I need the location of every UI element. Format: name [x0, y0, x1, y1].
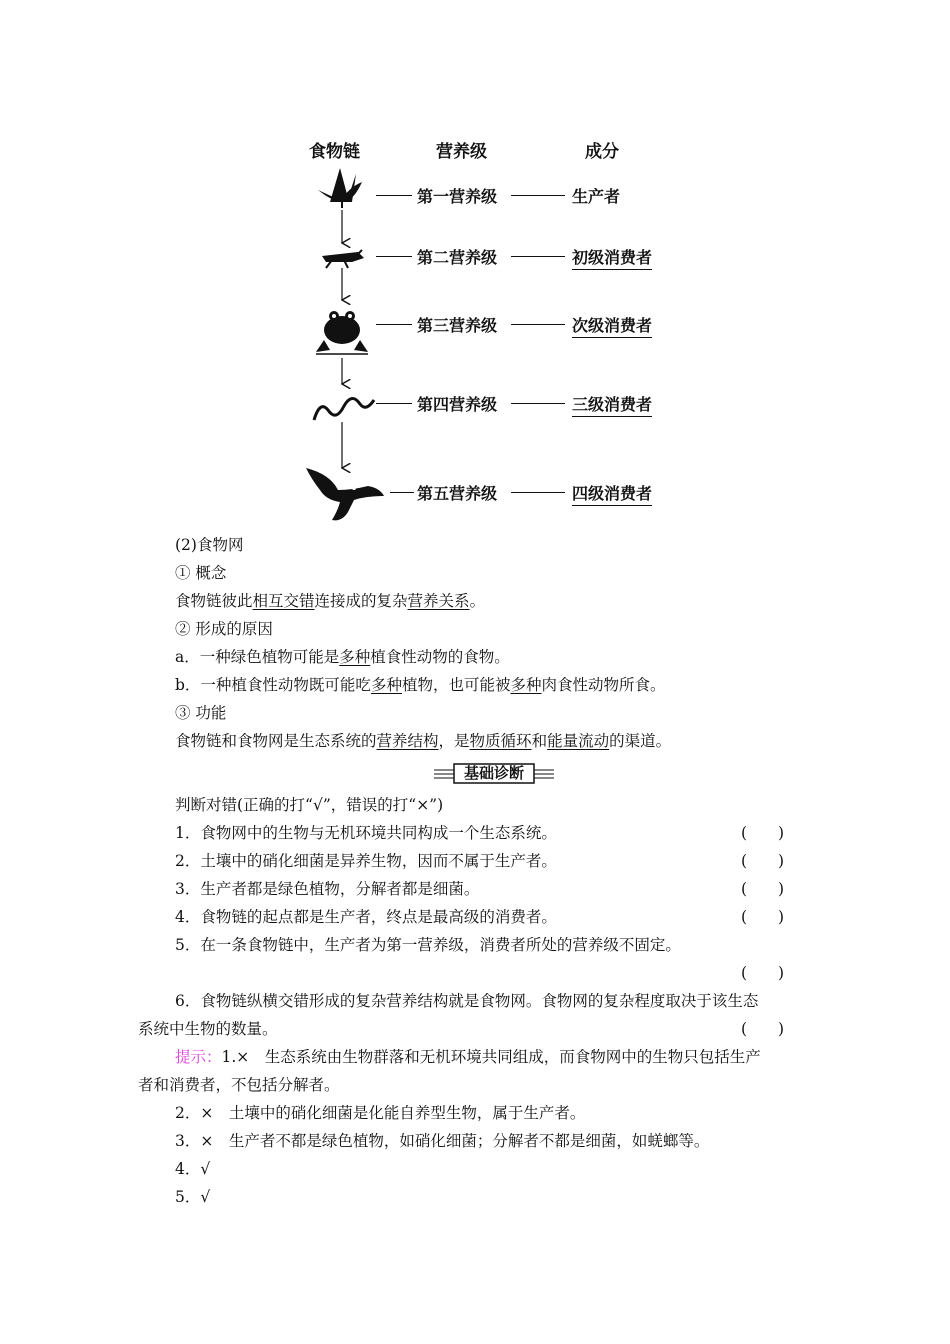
answer-blank-1[interactable]: ( ) — [741, 824, 785, 842]
answer-blank-3[interactable]: ( ) — [741, 880, 785, 898]
grasshopper-icon — [322, 250, 364, 268]
answer-blank-5[interactable]: ( ) — [741, 964, 785, 982]
component-label: 初级消费者 — [572, 245, 652, 270]
component-label: 四级消费者 — [572, 481, 652, 506]
answer-2: 2．× 土壤中的硝化细菌是化能自养型生物，属于生产者。 — [175, 1104, 586, 1122]
header-food-chain: 食物链 — [309, 142, 360, 162]
grass-icon — [318, 168, 362, 208]
food-chain-icons — [296, 160, 392, 530]
quiz-instruction: 判断对错(正确的打“√”，错误的打“×”) — [175, 796, 444, 814]
cause-a-text: a．一种绿色植物可能是多种植食性动物的食物。 — [175, 648, 510, 666]
trophic-level-label: 第一营养级 — [417, 187, 498, 206]
answer-blank-4[interactable]: ( ) — [741, 908, 785, 926]
concept-label: ① 概念 — [175, 564, 227, 582]
component-label: 生产者 — [572, 187, 621, 206]
component-label: 三级消费者 — [572, 392, 652, 417]
trophic-level-label: 第三营养级 — [417, 316, 498, 335]
frog-icon — [316, 311, 368, 354]
answer-blank-2[interactable]: ( ) — [741, 852, 785, 870]
answer-1-line-2: 者和消费者，不包括分解者。 — [138, 1076, 340, 1094]
concept-text: 食物链彼此相互交错连接成的复杂营养关系。 — [175, 592, 486, 610]
cause-label: ② 形成的原因 — [175, 620, 273, 638]
header-component: 成分 — [585, 142, 619, 162]
answer-3: 3．× 生产者不都是绿色植物，如硝化细菌；分解者不都是细菌，如蜣螂等。 — [175, 1132, 710, 1150]
question-5: 5．在一条食物链中，生产者为第一营养级，消费者所处的营养级不固定。 — [175, 936, 681, 954]
question-6-line-1: 6．食物链纵横交错形成的复杂营养结构就是食物网。食物网的复杂程度取决于该生态 — [175, 992, 759, 1010]
trophic-level-label: 第二营养级 — [417, 248, 498, 267]
answer-5: 5．√ — [175, 1188, 211, 1206]
answer-blank-6[interactable]: ( ) — [741, 1020, 785, 1038]
eagle-icon — [306, 468, 384, 520]
cause-b-text: b．一种植食性动物既可能吃多种植物，也可能被多种肉食性动物所食。 — [175, 676, 666, 694]
header-trophic-level: 营养级 — [436, 142, 487, 162]
snake-icon — [314, 398, 374, 420]
section-badge — [434, 763, 554, 783]
section-heading: (2)食物网 — [175, 536, 244, 554]
badge-label: 基础诊断 — [463, 764, 524, 782]
question-4: 4．食物链的起点都是生产者，终点是最高级的消费者。 — [175, 908, 557, 926]
question-3: 3．生产者都是绿色植物，分解者都是细菌。 — [175, 880, 480, 898]
function-text: 食物链和食物网是生态系统的营养结构，是物质循环和能量流动的渠道。 — [175, 732, 672, 750]
trophic-level-label: 第四营养级 — [417, 395, 498, 414]
question-6-line-2: 系统中生物的数量。 — [138, 1020, 278, 1038]
tip-label: 提示： — [175, 1048, 222, 1066]
answer-1-line-1: 提示：1.× 生态系统由生物群落和无机环境共同组成，而食物网中的生物只包括生产 — [175, 1048, 761, 1066]
question-1: 1．食物网中的生物与无机环境共同构成一个生态系统。 — [175, 824, 557, 842]
component-label: 次级消费者 — [572, 313, 652, 338]
question-2: 2．土壤中的硝化细菌是异养生物，因而不属于生产者。 — [175, 852, 557, 870]
function-label: ③ 功能 — [175, 704, 227, 722]
trophic-level-label: 第五营养级 — [417, 484, 498, 503]
answer-4: 4．√ — [175, 1160, 211, 1178]
